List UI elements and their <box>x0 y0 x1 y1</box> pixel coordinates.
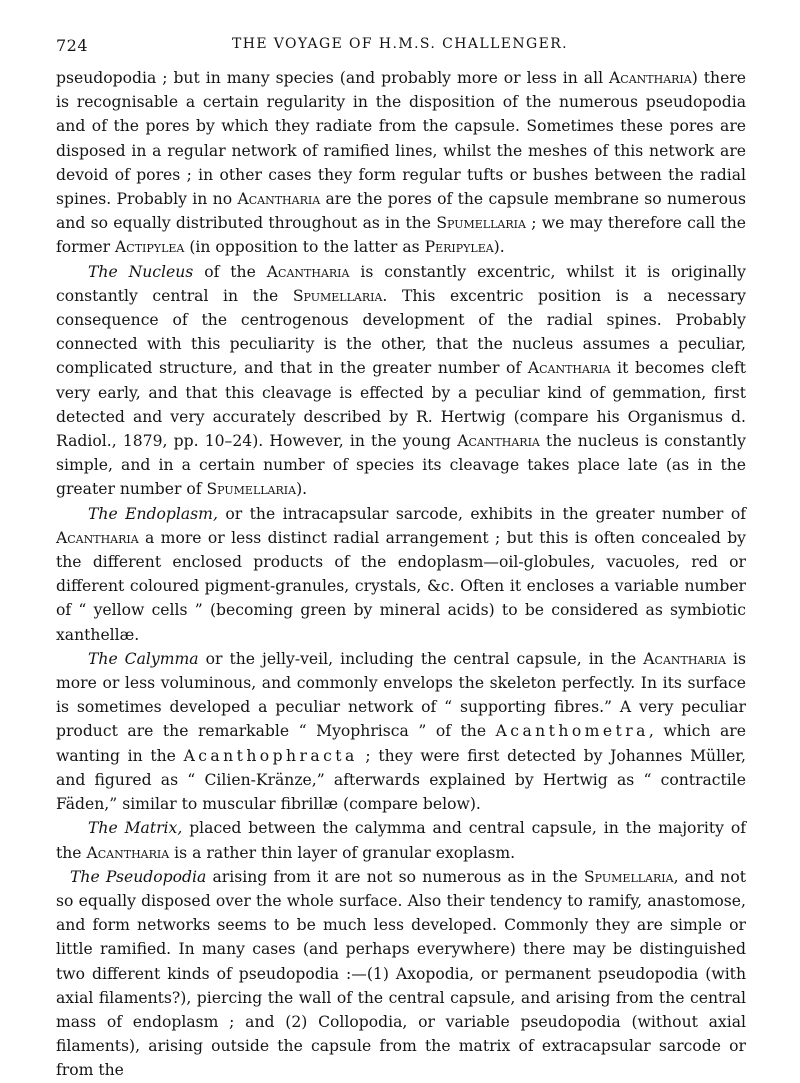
taxon-name: Spumellaria <box>584 867 674 886</box>
section-heading: The Calymma <box>88 649 199 668</box>
taxon-name: Acantharia <box>643 649 726 668</box>
taxon-name: Peripylea <box>424 238 494 257</box>
section-heading: The Matrix, <box>88 819 183 838</box>
taxon-name: Acantharia <box>457 432 540 451</box>
genus-name: Acanthophracta <box>183 746 358 765</box>
paragraph-nucleus: The Nucleus of the Acantharia is constantly excentric, whilst it is originally constantly central in the Spumellaria. This excentric position is a necessary consequence of the centrogenous development of the radial spines. Probably connected with this peculiarity is the other, that the nucleus assumes a peculiar, complicated structure, and that in the greater number of Acantharia it becomes cleft very early, and that this cleavage is effected by a peculiar kind of gemmation, first detected and very accurately described by R. Hertwig (compare his Organismus d. Radiol., 1879, pp. 10–24). However, in the young Acantharia the nucleus is constantly simple, and in a certain number of species its cleavage takes place late (as in the greater number of Spumellaria). <box>56 262 746 499</box>
paragraph-pseudopodia: The Pseudopodia arising from it are not so numerous as in the Spumellaria, and not so equally disposed over the whole surface. Also their tendency to ramify, anastomose, and form networks seems to be much less developed. Commonly they are simple or little ramified. In many cases (and perhaps everywhere) there may be distinguished two different kinds of pseudopodia :—(1) Axopodia, or permanent pseudopodia (with axial filaments?), piercing the wall of the central capsule, and arising from the central mass of endoplasm ; and (2) Collopodia, or variable pseudopodia (without axial filaments), arising outside the capsule from the matrix of extracapsular sarcode or from the <box>56 867 747 1080</box>
genus-name: Acanthometra <box>495 722 649 741</box>
paragraph-matrix: The Matrix, placed between the calymma and central capsule, in the majority of the Acantharia is a rather thin layer of granular exoplasm. <box>56 819 746 862</box>
taxon-name: Acantharia <box>609 69 692 87</box>
body-text <box>56 66 746 1083</box>
taxon-name: Acantharia <box>56 528 139 547</box>
running-title: THE VOYAGE OF H.M.S. CHALLENGER. <box>231 36 569 52</box>
taxon-name: Spumellaria <box>206 480 297 499</box>
taxon-name: Acantharia <box>86 843 170 862</box>
section-heading: The Nucleus <box>88 262 194 281</box>
taxon-name: Acantharia <box>527 359 611 378</box>
page-number: 724 <box>56 36 89 55</box>
taxon-name: Actipylea <box>115 238 185 257</box>
section-heading: The Pseudopodia <box>70 867 207 886</box>
section-heading: The Endoplasm, <box>88 504 218 523</box>
taxon-name: Acantharia <box>237 190 321 209</box>
taxon-name: Spumellaria <box>436 214 526 233</box>
taxon-name: Spumellaria <box>292 286 383 305</box>
paragraph-calymma: The Calymma or the jelly-veil, including the central capsule, in the Acantharia is more or less voluminous, and commonly envelops the skeleton perfectly. In its surface is sometimes developed a peculiar network of “ supporting fibres.” A very peculiar product are the remarkable “ Myophrisca ” of the Acanthometra, which are wanting in the Acanthophracta ; they were first detected by Johannes Müller, and figured as “ Cilien-Kränze,” afterwards explained by Hertwig as “ contractile Fäden,” similar to muscular fibrillæ (compare below). <box>56 649 746 814</box>
page-header <box>56 36 744 58</box>
paragraph-pseudopodia-continued: pseudopodia ; but in many species (and probably more or less in all Acantharia) there is recognisable a certain regularity in the disposition of the numerous pseudopodia and of the pores by which they radiate from the capsule. Sometimes these pores are disposed in a regular network of ramified lines, whilst the meshes of this network are devoid of pores ; in other cases they form regular tufts or bushes between the radial spines. Probably in no Acantharia are the pores of the capsule membrane so numerous and so equally distributed throughout as in the Spumellaria ; we may therefore call the former Actipylea (in opposition to the latter as Peripylea). <box>56 69 747 257</box>
paragraph-endoplasm: The Endoplasm, or the intracapsular sarcode, exhibits in the greater number of Acantharia a more or less distinct radial arrangement ; but this is often concealed by the different enclosed products of the endoplasm—oil-globules, vacuoles, red or different coloured pigment-granules, crystals, &c. Often it encloses a variable number of “ yellow cells ” (becoming green by mineral acids) to be considered as symbiotic xanthellæ. <box>56 504 746 644</box>
taxon-name: Acantharia <box>266 262 350 281</box>
